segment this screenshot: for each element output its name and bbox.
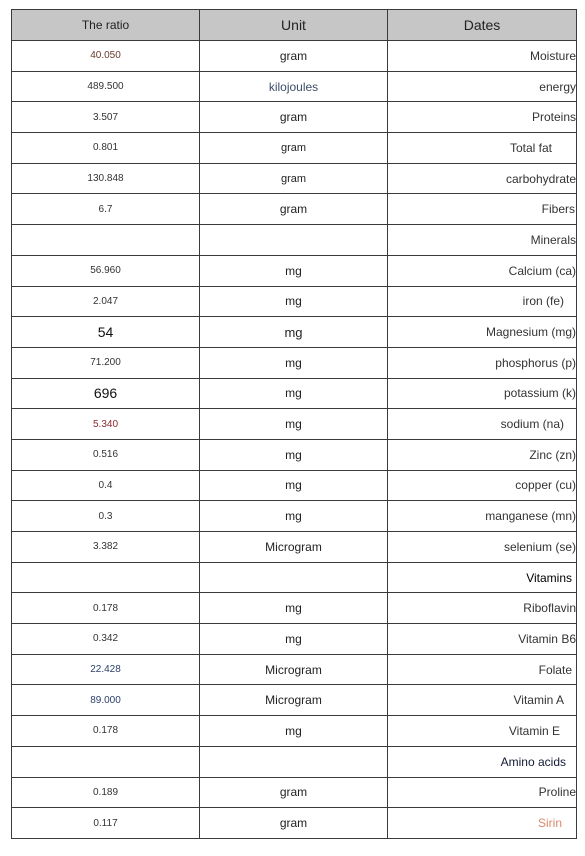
section-label: Vitamins bbox=[388, 562, 577, 593]
table-row bbox=[12, 777, 577, 808]
ratio-cell: 0.189 bbox=[12, 777, 200, 808]
unit-cell: mg bbox=[200, 378, 388, 409]
ratio-cell: 0.4 bbox=[12, 470, 200, 501]
ratio-cell: 71.200 bbox=[12, 347, 200, 378]
dates-cell: copper (cu) bbox=[388, 470, 577, 501]
table-row bbox=[12, 255, 577, 286]
table-row bbox=[12, 163, 577, 194]
table-row bbox=[12, 286, 577, 317]
table-row bbox=[12, 378, 577, 409]
dates-cell: Total fat bbox=[388, 133, 577, 164]
section-row bbox=[12, 562, 577, 593]
dates-cell: Folate bbox=[388, 654, 577, 685]
ratio-cell bbox=[12, 225, 200, 256]
unit-cell: Microgram bbox=[200, 532, 388, 563]
ratio-cell: 6.7 bbox=[12, 194, 200, 225]
header-ratio: The ratio bbox=[12, 10, 200, 41]
ratio-cell: 3.507 bbox=[12, 102, 200, 133]
unit-cell: gram bbox=[200, 808, 388, 839]
ratio-cell: 89.000 bbox=[12, 685, 200, 716]
table-row bbox=[12, 470, 577, 501]
table-row bbox=[12, 347, 577, 378]
unit-cell: gram bbox=[200, 102, 388, 133]
unit-cell: kilojoules bbox=[200, 71, 388, 102]
ratio-cell: 56.960 bbox=[12, 255, 200, 286]
table-row bbox=[12, 409, 577, 440]
dates-cell: Proteins bbox=[388, 102, 577, 133]
unit-cell bbox=[200, 746, 388, 777]
unit-cell: mg bbox=[200, 286, 388, 317]
ratio-cell: 2.047 bbox=[12, 286, 200, 317]
dates-cell: Calcium (ca) bbox=[388, 255, 577, 286]
unit-cell bbox=[200, 225, 388, 256]
unit-cell: mg bbox=[200, 317, 388, 348]
unit-cell: gram bbox=[200, 777, 388, 808]
ratio-cell: 696 bbox=[12, 378, 200, 409]
unit-cell: gram bbox=[200, 163, 388, 194]
dates-cell: Vitamin A bbox=[388, 685, 577, 716]
unit-cell: mg bbox=[200, 593, 388, 624]
unit-cell: mg bbox=[200, 439, 388, 470]
dates-cell: Proline bbox=[388, 777, 577, 808]
nutrition-table bbox=[11, 9, 577, 839]
table-row bbox=[12, 41, 577, 72]
ratio-cell: 130.848 bbox=[12, 163, 200, 194]
table-row bbox=[12, 532, 577, 563]
dates-cell: Riboflavin bbox=[388, 593, 577, 624]
ratio-cell: 40.050 bbox=[12, 41, 200, 72]
dates-cell: potassium (k) bbox=[388, 378, 577, 409]
unit-cell: mg bbox=[200, 470, 388, 501]
dates-cell: phosphorus (p) bbox=[388, 347, 577, 378]
header-dates: Dates bbox=[388, 10, 577, 41]
dates-cell: selenium (se) bbox=[388, 532, 577, 563]
ratio-cell: 0.342 bbox=[12, 624, 200, 655]
section-row bbox=[12, 225, 577, 256]
ratio-cell: 0.117 bbox=[12, 808, 200, 839]
unit-cell bbox=[200, 562, 388, 593]
ratio-cell: 3.382 bbox=[12, 532, 200, 563]
unit-cell: mg bbox=[200, 255, 388, 286]
dates-cell: iron (fe) bbox=[388, 286, 577, 317]
table-row bbox=[12, 808, 577, 839]
table-row bbox=[12, 624, 577, 655]
dates-cell: energy bbox=[388, 71, 577, 102]
dates-cell: Vitamin B6 bbox=[388, 624, 577, 655]
unit-cell: gram bbox=[200, 133, 388, 164]
dates-cell: Fibers bbox=[388, 194, 577, 225]
unit-cell: gram bbox=[200, 41, 388, 72]
table-row bbox=[12, 439, 577, 470]
unit-cell: Microgram bbox=[200, 654, 388, 685]
table-row bbox=[12, 71, 577, 102]
dates-cell: Magnesium (mg) bbox=[388, 317, 577, 348]
dates-cell: sodium (na) bbox=[388, 409, 577, 440]
table-row bbox=[12, 654, 577, 685]
ratio-cell: 0.801 bbox=[12, 133, 200, 164]
ratio-cell: 22.428 bbox=[12, 654, 200, 685]
unit-cell: mg bbox=[200, 624, 388, 655]
dates-cell: manganese (mn) bbox=[388, 501, 577, 532]
unit-cell: mg bbox=[200, 716, 388, 747]
ratio-cell: 0.178 bbox=[12, 716, 200, 747]
dates-cell: Moisture bbox=[388, 41, 577, 72]
ratio-cell bbox=[12, 562, 200, 593]
table-row bbox=[12, 716, 577, 747]
table-row bbox=[12, 133, 577, 164]
ratio-cell: 0.178 bbox=[12, 593, 200, 624]
dates-cell: Zinc (zn) bbox=[388, 439, 577, 470]
ratio-cell: 54 bbox=[12, 317, 200, 348]
table-row bbox=[12, 501, 577, 532]
unit-cell: mg bbox=[200, 347, 388, 378]
table-row bbox=[12, 194, 577, 225]
section-label: Amino acids bbox=[388, 746, 577, 777]
unit-cell: gram bbox=[200, 194, 388, 225]
ratio-cell: 0.516 bbox=[12, 439, 200, 470]
header-unit: Unit bbox=[200, 10, 388, 41]
dates-cell: carbohydrate bbox=[388, 163, 577, 194]
table-row bbox=[12, 593, 577, 624]
ratio-cell: 0.3 bbox=[12, 501, 200, 532]
table-row bbox=[12, 317, 577, 348]
section-label: Minerals bbox=[388, 225, 577, 256]
ratio-cell: 489.500 bbox=[12, 71, 200, 102]
unit-cell: mg bbox=[200, 501, 388, 532]
dates-cell: Vitamin E bbox=[388, 716, 577, 747]
header-row bbox=[12, 10, 577, 41]
ratio-cell bbox=[12, 746, 200, 777]
table-row bbox=[12, 685, 577, 716]
unit-cell: mg bbox=[200, 409, 388, 440]
dates-cell: Sirin bbox=[388, 808, 577, 839]
unit-cell: Microgram bbox=[200, 685, 388, 716]
section-row bbox=[12, 746, 577, 777]
ratio-cell: 5.340 bbox=[12, 409, 200, 440]
table-row bbox=[12, 102, 577, 133]
